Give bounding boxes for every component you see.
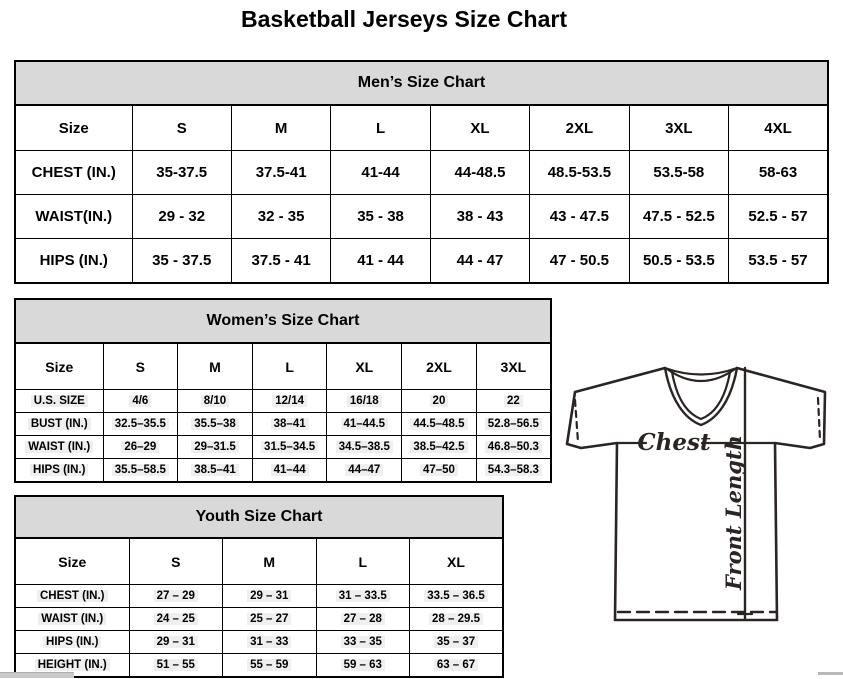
cell: 33 – 35 [316, 631, 410, 654]
cell: 55 – 59 [223, 654, 317, 678]
chest-label: Chest [637, 429, 711, 456]
table-row [15, 459, 551, 483]
column-header: 4XL [729, 105, 828, 151]
cell: 29 – 31 [223, 585, 317, 608]
cell: 48.5-53.5 [530, 151, 629, 195]
page-title: Basketball Jerseys Size Chart [240, 6, 567, 32]
column-header: 3XL [476, 343, 551, 390]
horizontal-scrollbar-fragment[interactable] [818, 672, 843, 675]
collar-v-outer [665, 368, 737, 425]
table-row [15, 654, 503, 678]
column-header: XL [430, 105, 529, 151]
table-row [15, 151, 828, 195]
row-label: CHEST (IN.) [15, 151, 132, 195]
cell: 47 - 50.5 [530, 239, 629, 284]
cell: 47–50 [402, 459, 477, 483]
cell: 41-44 [331, 151, 430, 195]
cell: 26–29 [103, 436, 178, 459]
row-label: HIPS (IN.) [15, 631, 129, 654]
row-label: CHEST (IN.) [15, 585, 129, 608]
cell: 4/6 [103, 390, 178, 413]
row-label: HIPS (IN.) [15, 239, 132, 284]
row-label: BUST (IN.) [15, 413, 103, 436]
collar-v-inner [672, 372, 730, 419]
column-header: 3XL [629, 105, 728, 151]
left-cuff-dashed-line [575, 400, 578, 442]
cell: 52.8–56.5 [476, 413, 551, 436]
cell: 35-37.5 [132, 151, 231, 195]
cell: 54.3–58.3 [476, 459, 551, 483]
cell: 28 – 29.5 [410, 608, 504, 631]
cell: 29 – 31 [129, 631, 223, 654]
front-length-label: Front Length [721, 435, 746, 590]
column-header: M [231, 105, 330, 151]
column-header: L [316, 538, 410, 585]
cell: 24 – 25 [129, 608, 223, 631]
table-title-row [15, 299, 551, 343]
cell: 53.5-58 [629, 151, 728, 195]
cell: 22 [476, 390, 551, 413]
cell: 32 - 35 [231, 195, 330, 239]
column-header: 2XL [530, 105, 629, 151]
cell: 44 - 47 [430, 239, 529, 284]
cell: 50.5 - 53.5 [629, 239, 728, 284]
mens-size-table [14, 60, 829, 284]
table-row [15, 608, 503, 631]
right-cuff-dashed-line [818, 398, 820, 440]
table-row [15, 631, 503, 654]
mens-table-title: Men’s Size Chart [15, 61, 828, 105]
table-row [15, 195, 828, 239]
cell: 38 - 43 [430, 195, 529, 239]
column-header: L [331, 105, 430, 151]
cell: 37.5-41 [231, 151, 330, 195]
table-header-row [15, 343, 551, 390]
column-header: M [178, 343, 253, 390]
womens-table-title: Women’s Size Chart [15, 299, 551, 343]
column-header: 2XL [402, 343, 477, 390]
row-label: WAIST (IN.) [15, 608, 129, 631]
corner-header: Size [15, 538, 129, 585]
cell: 35.5–58.5 [103, 459, 178, 483]
cell: 27 – 29 [129, 585, 223, 608]
table-row [15, 413, 551, 436]
cell: 12/14 [252, 390, 327, 413]
cell: 53.5 - 57 [729, 239, 828, 284]
cell: 41–44 [252, 459, 327, 483]
column-header: XL [410, 538, 504, 585]
row-label: HIPS (IN.) [15, 459, 103, 483]
cell: 35.5–38 [178, 413, 253, 436]
cell: 33.5 – 36.5 [410, 585, 504, 608]
column-header: S [129, 538, 223, 585]
cell: 59 – 63 [316, 654, 410, 678]
youth-table-title: Youth Size Chart [15, 496, 503, 538]
jersey-outline [567, 368, 825, 620]
cell: 52.5 - 57 [729, 195, 828, 239]
cell: 43 - 47.5 [530, 195, 629, 239]
column-header: M [223, 538, 317, 585]
cell: 44-48.5 [430, 151, 529, 195]
row-label: WAIST(IN.) [15, 195, 132, 239]
cell: 38.5–41 [178, 459, 253, 483]
row-label: U.S. SIZE [15, 390, 103, 413]
cell: 34.5–38.5 [327, 436, 402, 459]
cell: 58-63 [729, 151, 828, 195]
cell: 29–31.5 [178, 436, 253, 459]
cell: 35 - 38 [331, 195, 430, 239]
table-row [15, 239, 828, 284]
cell: 25 – 27 [223, 608, 317, 631]
cell: 47.5 - 52.5 [629, 195, 728, 239]
column-header: S [132, 105, 231, 151]
cell: 37.5 - 41 [231, 239, 330, 284]
row-label: HEIGHT (IN.) [15, 654, 129, 678]
cell: 8/10 [178, 390, 253, 413]
youth-size-table [14, 495, 504, 678]
cell: 38–41 [252, 413, 327, 436]
cell: 35 - 37.5 [132, 239, 231, 284]
corner-header: Size [15, 343, 103, 390]
womens-size-table [14, 298, 552, 483]
horizontal-scrollbar-fragment[interactable] [0, 672, 74, 678]
cell: 16/18 [327, 390, 402, 413]
table-row [15, 585, 503, 608]
cell: 41–44.5 [327, 413, 402, 436]
cell: 31 – 33.5 [316, 585, 410, 608]
cell: 29 - 32 [132, 195, 231, 239]
cell: 41 - 44 [331, 239, 430, 284]
cell: 31 – 33 [223, 631, 317, 654]
table-header-row [15, 538, 503, 585]
column-header: XL [327, 343, 402, 390]
cell: 46.8–50.3 [476, 436, 551, 459]
cell: 44–47 [327, 459, 402, 483]
row-label: WAIST (IN.) [15, 436, 103, 459]
cell: 27 – 28 [316, 608, 410, 631]
table-title-row [15, 496, 503, 538]
cell: 31.5–34.5 [252, 436, 327, 459]
table-title-row [15, 61, 828, 105]
jersey-measurement-diagram [556, 356, 843, 636]
table-row [15, 390, 551, 413]
column-header: L [252, 343, 327, 390]
table-header-row [15, 105, 828, 151]
cell: 32.5–35.5 [103, 413, 178, 436]
cell: 38.5–42.5 [402, 436, 477, 459]
cell: 63 – 67 [410, 654, 504, 678]
cell: 35 – 37 [410, 631, 504, 654]
column-header: S [103, 343, 178, 390]
cell: 44.5–48.5 [402, 413, 477, 436]
table-row [15, 436, 551, 459]
cell: 51 – 55 [129, 654, 223, 678]
corner-header: Size [15, 105, 132, 151]
cell: 20 [402, 390, 477, 413]
